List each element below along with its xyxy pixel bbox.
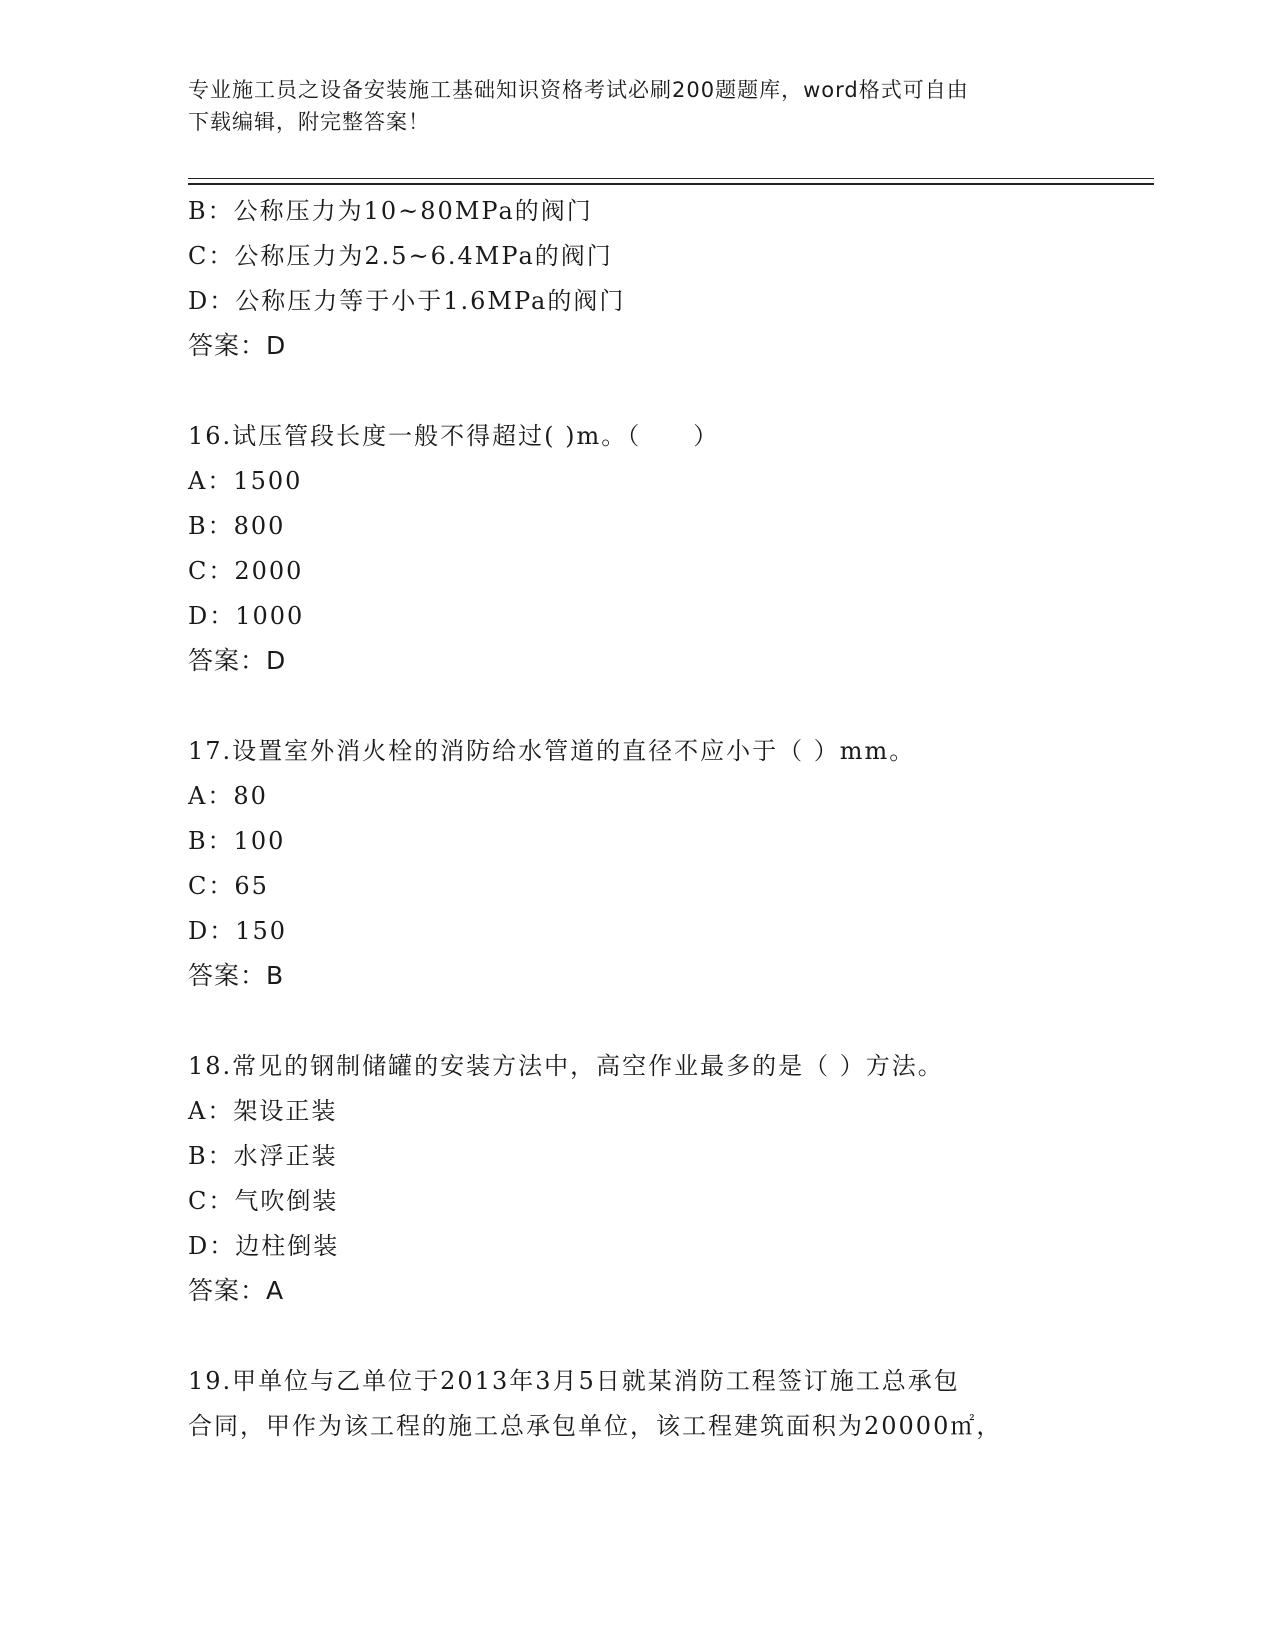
q17-option-b: B：100 <box>188 827 286 855</box>
document-header <box>188 74 1088 138</box>
q15-option-c: C：公称压力为2.5~6.4MPa的阀门 <box>188 242 613 270</box>
q17-option-d: D：150 <box>188 917 288 945</box>
q19-question-line-2: 合同，甲作为该工程的施工总承包单位，该工程建筑面积为20000㎡， <box>188 1412 1003 1440</box>
q16-option-d: D：1000 <box>188 602 305 630</box>
q16-option-c: C：2000 <box>188 557 304 585</box>
q17-answer: 答案：B <box>188 961 285 990</box>
q17-option-c: C：65 <box>188 872 269 900</box>
q15-answer: 答案：D <box>188 331 287 360</box>
q17-option-a: A：80 <box>188 782 268 810</box>
q16-answer: 答案：D <box>188 646 287 675</box>
q18-option-c: C：气吹倒装 <box>188 1187 339 1215</box>
q18-answer: 答案：A <box>188 1276 285 1305</box>
header-line-2: 下载编辑，附完整答案！ <box>188 110 430 134</box>
q15-option-d: D：公称压力等于小于1.6MPa的阀门 <box>188 287 626 315</box>
q17-question: 17.设置室外消火栓的消防给水管道的直径不应小于（ ）mm。 <box>188 737 916 765</box>
header-line-1: 专业施工员之设备安装施工基础知识资格考试必刷200题题库，word格式可自由 <box>188 78 969 102</box>
q18-option-d: D：边柱倒装 <box>188 1232 340 1260</box>
q18-question: 18.常见的钢制储罐的安装方法中，高空作业最多的是（ ）方法。 <box>188 1052 944 1080</box>
q18-option-b: B：水浮正装 <box>188 1142 338 1170</box>
q19-question-line-1: 19.甲单位与乙单位于2013年3月5日就某消防工程签订施工总承包 <box>188 1367 960 1395</box>
q16-option-a: A：1500 <box>188 467 303 495</box>
q15-option-b: B：公称压力为10~80MPa的阀门 <box>188 197 593 225</box>
q16-option-b: B：800 <box>188 512 286 540</box>
header-divider-thick <box>188 183 1154 185</box>
q16-question: 16.试压管段长度一般不得超过( )m。（ ） <box>188 422 720 450</box>
header-divider-thin <box>188 178 1154 179</box>
q18-option-a: A：架设正装 <box>188 1097 338 1125</box>
